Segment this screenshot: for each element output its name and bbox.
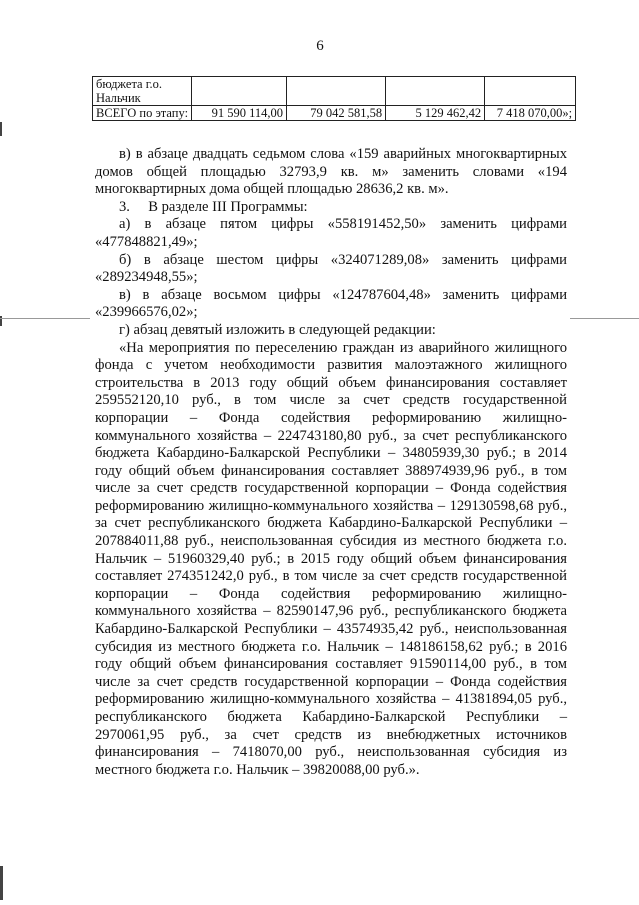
page-number: 6 — [316, 38, 324, 54]
paragraph-v-27: в) в абзаце двадцать седьмом слова «159 аварийных многоквартирных домов общей площадью 32793,9 кв. м» заменить словами «194 многоквартирных дома общей площадью 28636,2 кв. м». — [95, 146, 567, 198]
table-cell — [287, 77, 386, 106]
table-cell-label: ВСЕГО по этапу: — [93, 106, 192, 121]
table-cell: 5 129 462,42 — [386, 106, 485, 121]
table-cell — [485, 77, 576, 106]
table-cell — [192, 77, 287, 106]
paragraph-g: г) абзац девятый изложить в следующей редакции: — [119, 321, 436, 338]
scan-edge-mark — [0, 122, 2, 136]
table-row-total — [93, 106, 576, 121]
scan-dash-line — [0, 318, 90, 319]
table-row — [93, 77, 576, 106]
table-cell — [386, 77, 485, 106]
paragraph-a: а) в абзаце пятом цифры «558191452,50» заменить цифрами «477848821,49»; — [95, 216, 567, 250]
table-cell: 91 590 114,00 — [192, 106, 287, 121]
table-cell: 79 042 581,58 — [287, 106, 386, 121]
paragraph-section-3: 3. В разделе III Программы: — [119, 198, 308, 215]
table-cell: 7 418 070,00»; — [485, 106, 576, 121]
table-cell-label: бюджета г.о. Нальчик — [93, 77, 192, 106]
budget-table — [92, 76, 576, 121]
document-body — [95, 146, 567, 779]
scan-dash-line — [570, 318, 639, 319]
paragraph-v: в) в абзаце восьмом цифры «124787604,48» заменить цифрами «239966576,02»; — [95, 286, 567, 321]
paragraph-quote: «На мероприятия по переселению граждан из аварийного жилищного фонда с учетом необходимости развития малоэтажного жилищного строительства в 2013 году общий объем финансирования составляет 259552120,10 руб., в том числе за счет средств государственной корпорации – Фонда содействия реформированию жилищно-коммунального хозяйства – 224743180,80 руб., за счет республиканского бюджета Кабардино-Балкарской Республики – 34805939,30 руб.; в 2014 году общий объем финансирования составляет 388974939,96 руб., в том числе за счет средств государственной корпорации – Фонда содействия реформированию жилищно-коммунального хозяйства – 129130598,68 руб., за счет республиканского бюджета Кабардино-Балкарской Республики – 207884011,88 руб., неиспользованная субсидия из местного бюджета г.о. Нальчик – 51960329,40 руб.; в 2015 году общий объем финансирования составляет 274351242,0 руб., в том числе за счет средств государственной корпорации – Фонда содействия реформированию жилищно-коммунального хозяйства – 82590147,96 руб., республиканского бюджета Кабардино-Балкарской Республики – 43574935,42 руб., неиспользованная субсидия из местного бюджета г.о. Нальчик – 148186158,62 руб.; в 2016 году общий объем финансирования составляет 91590114,00 руб., в том числе за счет средств государственной корпорации – Фонда содействия реформированию жилищно-коммунального хозяйства – 41381894,05 руб., республиканского бюджета Кабардино-Балкарской Республики – 2970061,95 руб., за счет средств из внебюджетных источников финансирования – 7418070,00 руб., неиспользованная субсидия из местного бюджета г.о. Нальчик – 39820088,00 руб.». — [95, 339, 567, 778]
scan-edge-mark — [0, 866, 3, 900]
paragraph-b: б) в абзаце шестом цифры «324071289,08» заменить цифрами «289234948,55»; — [95, 251, 567, 286]
